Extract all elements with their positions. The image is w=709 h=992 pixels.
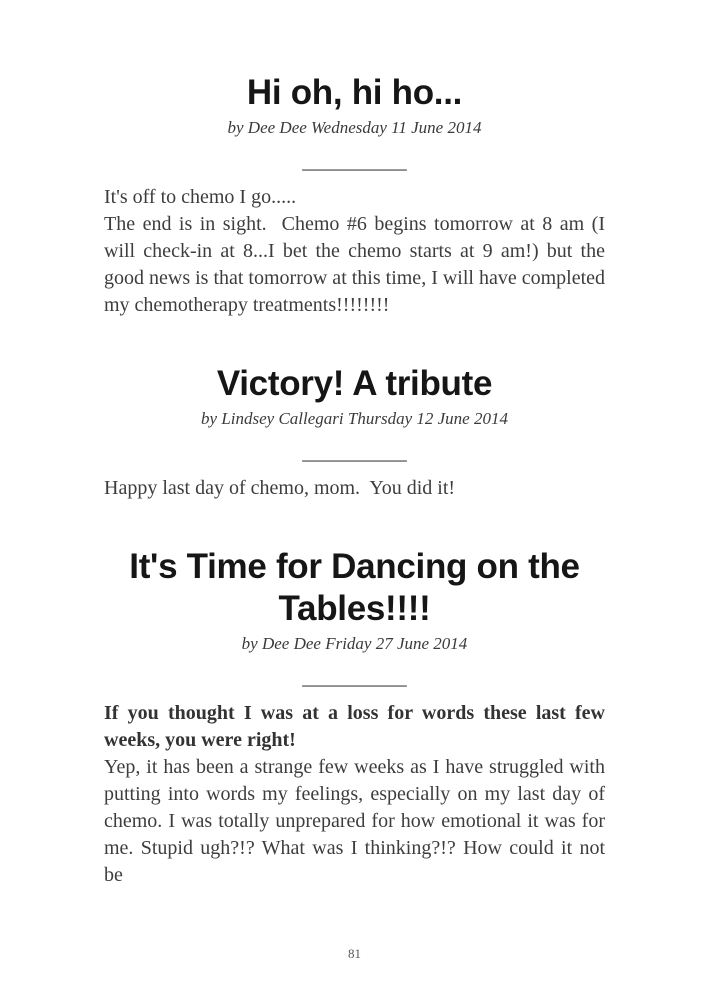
post-byline: by Lindsey Callegari Thursday 12 June 2014 bbox=[201, 409, 508, 429]
section-divider: ___________ bbox=[302, 668, 407, 690]
post-paragraph: The end is in sight. Chemo #6 begins tomorrow at 8 am (I will check-in at 8...I bet the chemo starts at 9 am!) but the good news is that tomorrow at this time, I will have completed my chemotherapy treatments!!!!!!!! bbox=[104, 213, 606, 317]
post-title: It's Time for Dancing on the Tables!!!! bbox=[129, 547, 580, 629]
post-paragraph: Yep, it has been a strange few weeks as I have struggled with putting into words my feelings, especially on my last day of chemo. I was totally unprepared for how emotional it was for me. Stupid ugh?!? What was I thinking?!? How could it not be bbox=[104, 756, 605, 887]
section-divider: ___________ bbox=[302, 443, 407, 465]
post-title: Hi oh, hi ho... bbox=[246, 73, 463, 112]
post-byline: by Dee Dee Friday 27 June 2014 bbox=[241, 634, 468, 654]
post-hi-oh-hi-ho bbox=[104, 72, 605, 319]
post-byline: by Dee Dee Wednesday 11 June 2014 bbox=[227, 118, 482, 137]
page-content bbox=[104, 0, 605, 889]
post-paragraph: Happy last day of chemo, mom. You did it! bbox=[104, 477, 456, 500]
post-paragraph-lead: If you thought I was at a loss for words these last few weeks, you were right! bbox=[104, 702, 605, 752]
page-number: 81 bbox=[348, 946, 361, 961]
post-title: Victory! A tribute bbox=[216, 364, 493, 404]
post-victory-a-tribute bbox=[104, 363, 605, 502]
section-divider: ___________ bbox=[302, 152, 407, 174]
post-dancing-on-the-tables bbox=[104, 546, 605, 889]
post-paragraph: It's off to chemo I go..... bbox=[104, 186, 297, 209]
